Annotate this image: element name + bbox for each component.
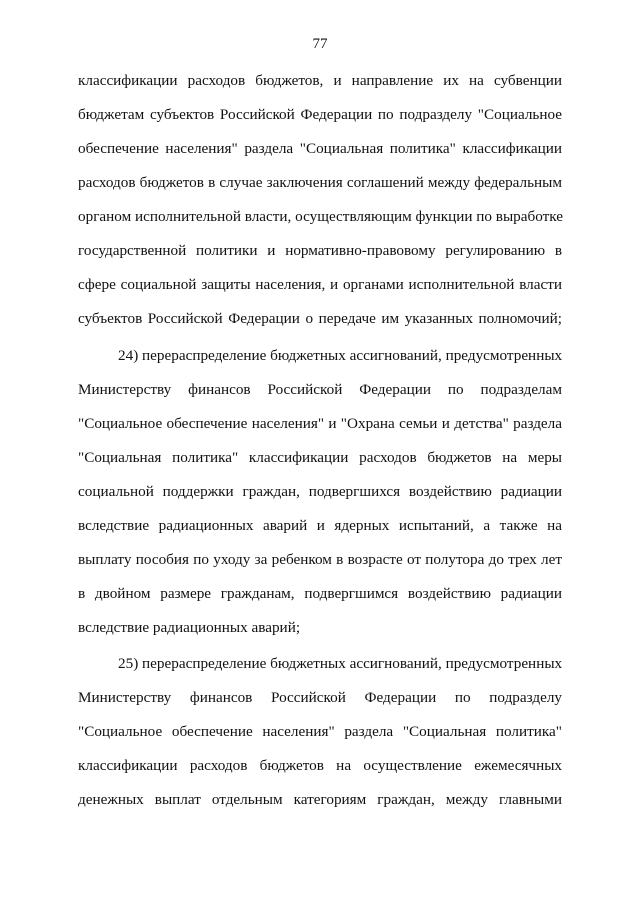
text-line: "Социальная политика" классификации расходов бюджетов на меры — [78, 449, 562, 466]
paragraph-item-24 — [78, 339, 562, 645]
paragraph-continuation — [78, 64, 562, 336]
text-line: социальной поддержки граждан, подвергшихся воздействию радиации — [78, 483, 562, 500]
text-line: "Социальное обеспечение населения" раздела "Социальная политика" — [78, 723, 562, 740]
paragraph-item-25 — [78, 647, 562, 817]
text-line: субъектов Российской Федерации о передаче им указанных полномочий; — [78, 310, 562, 327]
text-line: 25) перераспределение бюджетных ассигнований, предусмотренных — [118, 655, 563, 672]
text-line: вследствие радиационных аварий; — [78, 619, 301, 636]
text-line: вследствие радиационных аварий и ядерных испытаний, а также на — [78, 517, 562, 534]
text-line: 24) перераспределение бюджетных ассигнований, предусмотренных — [118, 347, 563, 364]
text-line: Министерству финансов Российской Федерации по подразделу — [78, 689, 562, 706]
text-line: бюджетам субъектов Российской Федерации по подразделу "Социальное — [78, 106, 562, 123]
text-line: в двойном размере гражданам, подвергшимся воздействию радиации — [78, 585, 562, 602]
text-line: расходов бюджетов в случае заключения соглашений между федеральным — [78, 174, 562, 191]
text-line: обеспечение населения" раздела "Социальная политика" классификации — [78, 140, 562, 157]
page-number: 77 — [312, 36, 328, 52]
text-line: денежных выплат отдельным категориям граждан, между главными — [78, 791, 562, 808]
text-line: "Социальное обеспечение населения" и "Охрана семьи и детства" раздела — [78, 415, 562, 432]
text-line: выплату пособия по уходу за ребенком в возрасте от полутора до трех лет — [78, 551, 562, 568]
text-line: органом исполнительной власти, осуществляющим функции по выработке — [78, 208, 564, 225]
text-line: классификации расходов бюджетов на осуществление ежемесячных — [78, 757, 562, 774]
text-line: государственной политики и нормативно-правовому регулированию в — [78, 242, 562, 259]
text-line: сфере социальной защиты населения, и органами исполнительной власти — [78, 276, 562, 293]
text-line: Министерству финансов Российской Федерации по подразделам — [78, 381, 562, 398]
text-line: классификации расходов бюджетов, и направление их на субвенции — [78, 72, 562, 89]
